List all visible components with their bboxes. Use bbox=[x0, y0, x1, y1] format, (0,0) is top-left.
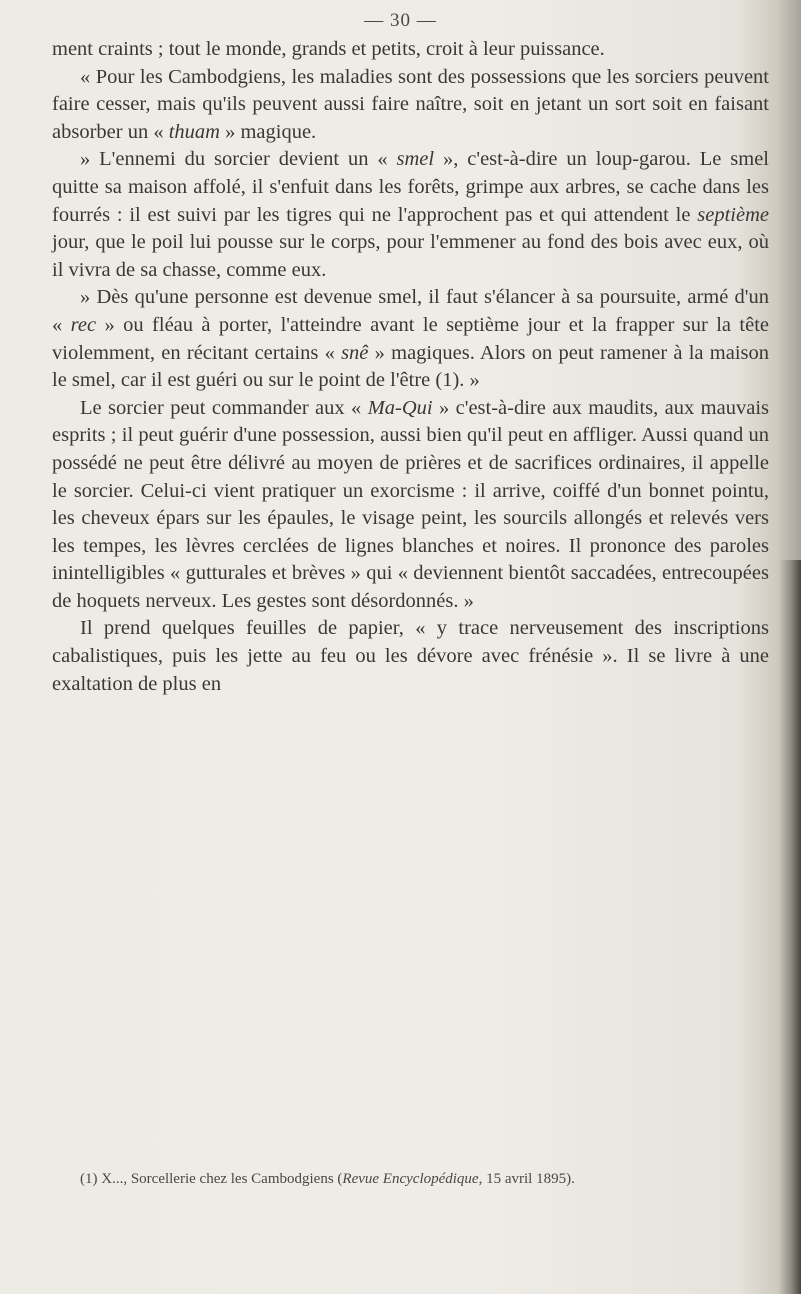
text-run: » magiques. Alors on peut ramener à la maison le smel, car il est guéri ou sur le point de l'être (1). » bbox=[52, 341, 769, 392]
italic-term: Revue Encyclopédique bbox=[342, 1171, 479, 1187]
text-run: ment craints ; tout le monde, grands et petits, croit à leur puissance. bbox=[52, 38, 605, 60]
text-run: , 15 avril 1895). bbox=[478, 1171, 575, 1187]
text-run: » ou fléau à porter, l'atteindre avant le septième jour et la frapper sur la tête violemment, en récitant certains « bbox=[52, 313, 769, 364]
text-run: » magique. bbox=[219, 120, 317, 143]
italic-term: smel bbox=[396, 148, 435, 171]
page-edge-shadow bbox=[779, 560, 801, 1294]
footnote bbox=[52, 1170, 769, 1189]
italic-term: septième bbox=[697, 203, 769, 226]
body-text bbox=[52, 36, 769, 698]
italic-term: thuam bbox=[168, 120, 220, 143]
text-run: (1) X..., Sorcellerie chez les Cambodgiens ( bbox=[80, 1171, 343, 1187]
text-run: » c'est-à-dire aux maudits, aux mauvais esprits ; il peut guérir d'une possession, aussi bien qu'il peut en affliger. Aussi quand un possédé ne peut être délivré au moyen de prières et de sacrifices ordinaires, il appelle le sorcier. Celui-ci vient pratiquer un exorcisme : il arrive, coiffé d'un bonnet pointu, les cheveux épars sur les épaules, le visage peint, les sourcils allongés et relevés vers les tempes, les lèvres cerclées de lignes blanches et noires. Il prononce des paroles inintelligibles « gutturales et brèves » qui « deviennent bientôt saccadées, entrecoupées de hoquets nerveux. Les gestes sont désordonnés. » bbox=[52, 396, 769, 612]
text-run: Il prend quelques feuilles de papier, « y trace nerveusement des inscriptions cabalistiques, puis les jette au feu ou les dévore avec frénésie ». Il se livre à une exaltation de plus en bbox=[52, 617, 769, 695]
text-run: » Dès qu'une personne est devenue smel, il faut s'élancer à sa poursuite, armé d'un « bbox=[52, 286, 769, 336]
text-run: jour, que le poil lui pousse sur le corps, pour l'emmener au fond des bois avec eux, où il vivra de sa chasse, comme eux. bbox=[52, 231, 769, 281]
paragraph bbox=[52, 64, 769, 147]
paragraph bbox=[52, 146, 769, 284]
text-run: », c'est-à-dire un loup-garou. Le smel quitte sa maison affolé, il s'enfuit dans les forêts, grimpe aux arbres, se cache dans les fourrés : il est suivi par les tigres qui ne l'approchent pas et qui attendent le bbox=[52, 148, 769, 226]
text-run: « Pour les Cambodgiens, les maladies sont des possessions que les sorciers peuvent faire cesser, mais qu'ils peuvent aussi faire naître, soit en jetant un sort soit en faisant absorber un « bbox=[52, 65, 769, 143]
paragraph bbox=[52, 615, 769, 698]
paragraph bbox=[52, 395, 769, 616]
italic-term: Ma-Qui bbox=[367, 396, 433, 419]
page-number: — 30 — bbox=[364, 10, 437, 31]
italic-term: snê bbox=[341, 341, 369, 364]
italic-term: rec bbox=[70, 313, 97, 336]
text-run: Le sorcier peut commander aux « bbox=[80, 396, 368, 419]
paragraph bbox=[52, 36, 769, 64]
text-run: » L'ennemi du sorcier devient un « bbox=[80, 148, 397, 171]
paragraph bbox=[52, 284, 769, 394]
